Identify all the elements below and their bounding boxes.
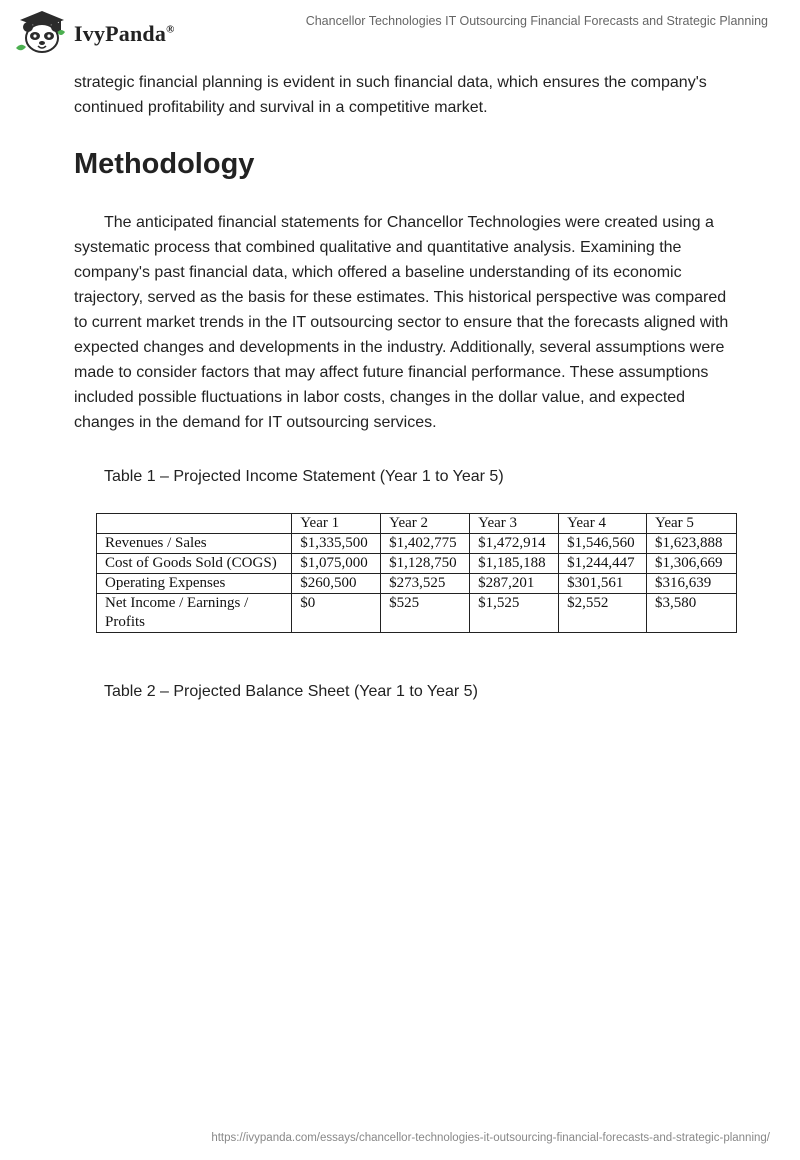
table-cell: $2,552 [559,594,647,633]
table-cell: $260,500 [292,574,381,594]
intro-paragraph: strategic financial planning is evident in such financial data, which ensures the company's continued profitability and survival in a competitive market. [74,74,707,116]
table-cell: $525 [381,594,470,633]
table-cell: $287,201 [470,574,559,594]
table-cell: $273,525 [381,574,470,594]
table-cell: $1,546,560 [559,534,647,554]
page-header [0,0,800,60]
section-heading: Methodology [74,148,255,180]
table-header-cell: Year 5 [647,514,737,534]
table-cell: $1,525 [470,594,559,633]
ivypanda-logo[interactable] [14,8,175,56]
table-row [97,534,737,554]
row-label: Operating Expenses [97,574,292,594]
table-cell: $1,402,775 [381,534,470,554]
income-statement-table [96,513,737,633]
table-row [97,574,737,594]
table-cell: $1,335,500 [292,534,381,554]
table-cell: $1,244,447 [559,554,647,574]
footer-url-link[interactable]: https://ivypanda.com/essays/chancellor-technologies-it-outsourcing-financial-forecasts-and-strategic-planning/ [211,1132,770,1144]
panda-mascot-icon [14,8,70,56]
table-header-cell: Year 4 [559,514,647,534]
table-row [97,554,737,574]
table-header-cell [97,514,292,534]
table-cell: $1,623,888 [647,534,737,554]
table-cell: $1,075,000 [292,554,381,574]
document-body [74,70,734,435]
table-cell: $3,580 [647,594,737,633]
row-label: Net Income / Earnings / Profits [97,594,292,633]
row-label: Cost of Goods Sold (COGS) [97,554,292,574]
logo-wordmark: IvyPanda® [74,21,175,46]
table-cell: $1,185,188 [470,554,559,574]
document-title: Chancellor Technologies IT Outsourcing Financial Forecasts and Strategic Planning [305,14,768,28]
table1-caption: Table 1 – Projected Income Statement (Year 1 to Year 5) [104,468,504,485]
table-cell: $1,306,669 [647,554,737,574]
table-cell: $1,128,750 [381,554,470,574]
table-cell: $316,639 [647,574,737,594]
table-cell: $1,472,914 [470,534,559,554]
table-header-cell: Year 3 [470,514,559,534]
methodology-paragraph: The anticipated financial statements for Chancellor Technologies were created using a systematic process that combined qualitative and quantitative analysis. Examining the company's past financial data, which offered a baseline understanding of its economic trajectory, served as the basis for these estimates. This historical perspective was compared to current market trends in the IT outsourcing sector to ensure that the forecasts aligned with expected changes and developments in the industry. Additionally, several assumptions were made to consider factors that may affect future financial performance. These assumptions included possible fluctuations in labor costs, changes in the dollar value, and expected changes in the demand for IT outsourcing services. [74,214,729,431]
table-header-cell: Year 2 [381,514,470,534]
table-header-row [97,514,737,534]
table-header-cell: Year 1 [292,514,381,534]
table-cell: $301,561 [559,574,647,594]
table2-caption: Table 2 – Projected Balance Sheet (Year 1 to Year 5) [104,683,478,700]
row-label: Revenues / Sales [97,534,292,554]
table-row [97,594,737,633]
table-cell: $0 [292,594,381,633]
